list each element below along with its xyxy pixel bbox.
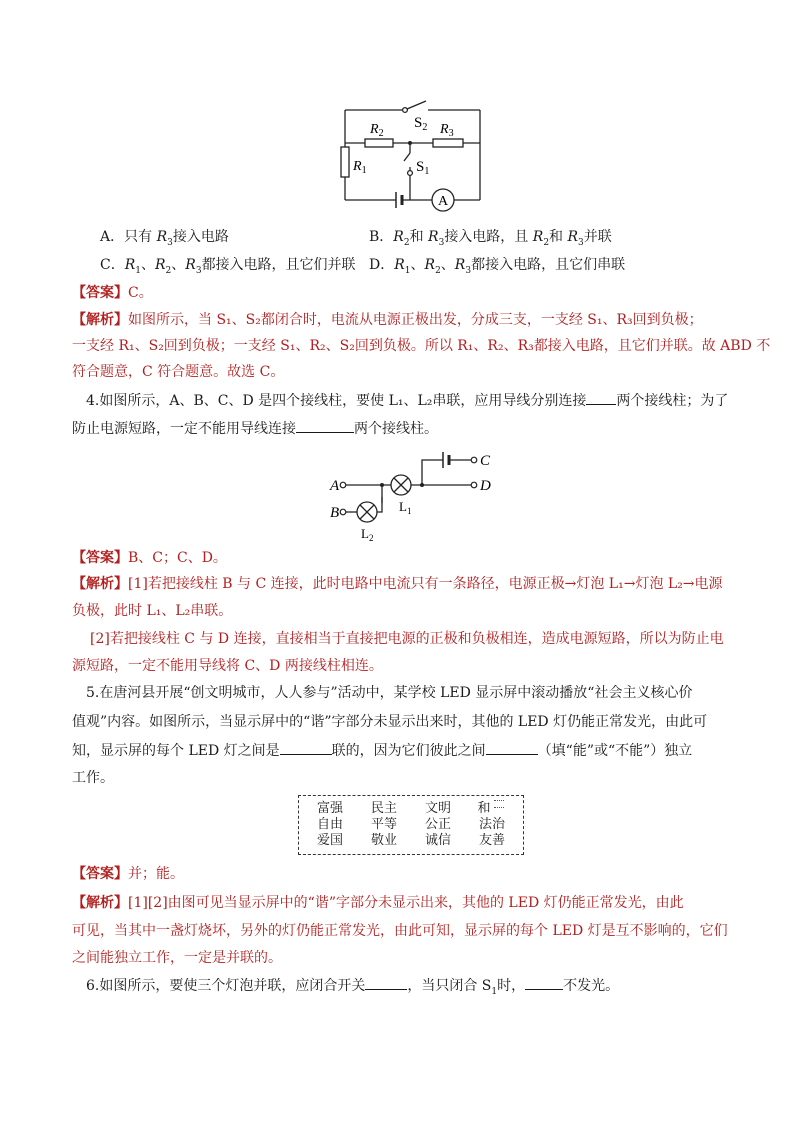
led-word: 自由 xyxy=(316,817,343,832)
led-word: 公正 xyxy=(424,817,451,832)
resistor-r1 xyxy=(341,147,349,177)
lamp-l2-icon xyxy=(357,502,377,522)
svg-text:L1: $L_1$ xyxy=(399,499,412,516)
led-word: 法治 xyxy=(478,817,505,832)
option-d: D．$R_1$、$R_2$、$R_3$都接入电路，且它们串联 xyxy=(369,257,626,276)
blank xyxy=(486,740,538,755)
label-s1: S xyxy=(416,159,425,175)
q3-analysis-line-3: 符合题意，C 符合题意。故选 C。 xyxy=(72,364,285,380)
led-display-box xyxy=(298,795,524,855)
option-b: B．$R_2$和 $R_3$接入电路，且 $R_2$和 $R_3$并联 xyxy=(369,229,612,248)
led-word: 爱国 xyxy=(316,833,343,848)
q5-stem-line-1: 5.在唐河县开展“创文明城市，人人参与”活动中，某学校 LED 显示屏中滚动播放“社会主义核心价 xyxy=(86,685,693,701)
label-r2: R xyxy=(370,122,379,137)
q5-stem-line-2: 值观”内容。如图所示，当显示屏中的“谐”字部分未显示出来时，其他的 LED 灯仍能正常发光，由此可 xyxy=(72,714,708,730)
terminal-a-label: A xyxy=(330,478,340,494)
q5-analysis-line-1: 【解析】[1][2]由图可见当显示屏中的“谐”字部分未显示出来，其他的 LED 灯仍能正常发光，由此 xyxy=(72,895,684,911)
svg-text:R2: $R_2$ xyxy=(370,122,384,139)
lamp-l2-label: L xyxy=(361,526,369,541)
q4-analysis-line-4: 源短路，一定不能用导线将 C、D 两接线柱相连。 xyxy=(72,658,383,674)
q4-analysis-line-3: [2]若把接线柱 C 与 D 连接，直接相当于直接把电源的正极和负极相连，造成电源短路，所以为防止电 xyxy=(90,631,724,647)
q5-analysis-line-3: 之间能独立工作，一定是并联的。 xyxy=(72,950,282,966)
led-word: 和 xyxy=(477,801,491,816)
led-word: 平等 xyxy=(370,817,397,832)
q4-analysis-line-2: 负极，此时 L₁、L₂串联。 xyxy=(72,603,233,619)
blank xyxy=(586,390,616,405)
resistor-r3 xyxy=(433,139,463,147)
q5-analysis-line-2: 可见，当其中一盏灯烧坏，另外的灯仍能正常发光，由此可知，显示屏的每个 LED 灯是互不影响的，它们 xyxy=(72,923,728,939)
option-c: C．$R_1$、$R_2$、$R_3$都接入电路，且它们并联 xyxy=(100,257,356,276)
label-r3: R xyxy=(440,122,449,137)
led-word: 富强 xyxy=(316,801,343,816)
lamp-l1-label: L xyxy=(399,499,407,514)
lamp-l1-icon xyxy=(391,475,411,495)
blank xyxy=(525,975,563,990)
led-word: 文明 xyxy=(424,801,451,816)
svg-text:R1: $R_1$ xyxy=(353,159,367,176)
terminal-d-label: D xyxy=(480,478,491,494)
blank xyxy=(280,740,332,755)
label-r1: R xyxy=(353,159,362,174)
q5-stem-line-4: 工作。 xyxy=(72,770,114,786)
led-word: 敬业 xyxy=(370,833,397,848)
q6-stem: 6.如图所示，要使三个灯泡并联，应闭合开关 ，当只闭合 $S_1$时， 不发光。 xyxy=(86,975,619,996)
missing-character-marker xyxy=(494,800,504,808)
q5-stem-line-3: 知，显示屏的每个 LED 灯之间是 联的，因为它们彼此之间 （填“能”或“不能”）独立 xyxy=(72,740,692,761)
q3-answer: 【答案】C。 xyxy=(72,285,153,301)
svg-text:S1: $S_1$ xyxy=(416,159,430,177)
svg-text:S2: $S_2$ xyxy=(414,115,428,133)
led-word: 友善 xyxy=(478,833,505,848)
q4-analysis-line-1: 【解析】[1]若把接线柱 B 与 C 连接，此时电路中电流只有一条路径，电源正极→灯泡 L₁→灯泡 L₂→电源 xyxy=(72,576,723,592)
ammeter-label: A xyxy=(437,194,449,209)
q5-answer: 【答案】并；能。 xyxy=(72,866,184,882)
resistor-r2 xyxy=(365,139,393,147)
terminal-c-label: C xyxy=(480,453,491,469)
q4-stem-line-1: 4.如图所示，A、B、C、D 是四个接线柱，要使 L₁、L₂串联，应用导线分别连接 两个接线柱；为了 xyxy=(86,390,728,411)
circuit-diagram-1 xyxy=(330,95,490,220)
terminal-b-label: B xyxy=(330,505,340,521)
label-s2: S xyxy=(414,115,423,131)
q4-answer: 【答案】B、C；C、D。 xyxy=(72,550,227,566)
svg-text:R3: $R_3$ xyxy=(440,122,454,139)
q3-analysis-line-2: 一支经 R₁、S₂回到负极；一支经 S₁、R₂、S₂回到负极。所以 R₁、R₂、R₃都接入电路，且它们并联。故 ABD 不 xyxy=(72,338,771,354)
circuit-diagram-2 xyxy=(325,445,500,545)
q4-stem-line-2: 防止电源短路，一定不能用导线连接 两个接线柱。 xyxy=(72,418,438,439)
led-word: 诚信 xyxy=(424,833,451,848)
blank xyxy=(296,418,354,433)
svg-text:L2: $L_2$ xyxy=(361,526,374,543)
blank xyxy=(365,975,407,990)
led-word: 民主 xyxy=(370,801,397,816)
option-a: A．只有 $R_3$接入电路 xyxy=(100,229,229,248)
q3-analysis-line-1: 【解析】如图所示，当 S₁、S₂都闭合时，电流从电源正极出发，分成三支，一支经 S₁、R₃回到负极； xyxy=(72,312,703,328)
